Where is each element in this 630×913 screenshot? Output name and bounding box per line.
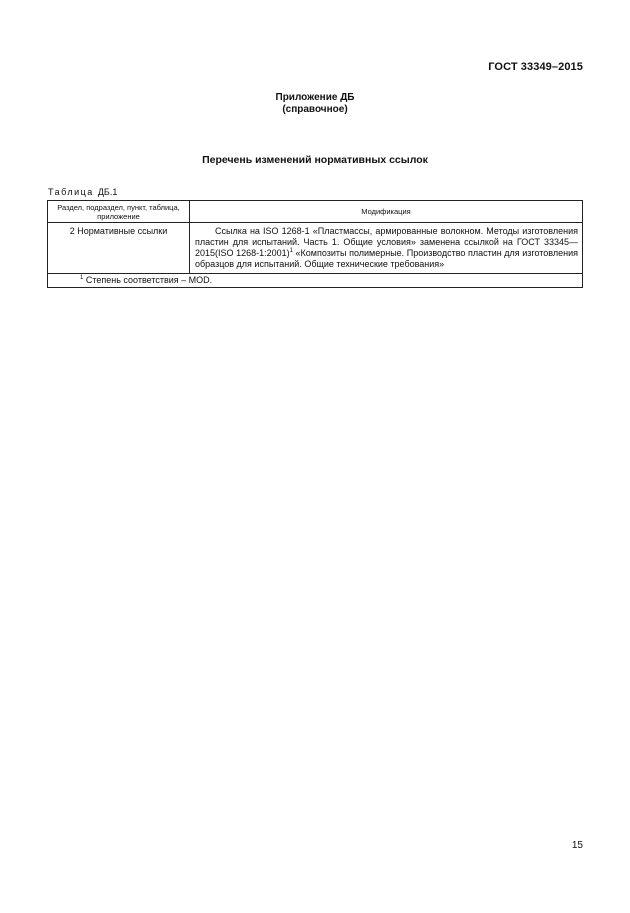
modification-text-part1: Ссылка на ISO 1268-1 «Пластмассы, армированные волокном. Методы изготовления пластин для испытаний. Часть 1. Общие условия» заменена ссылкой на ГОСТ 33345—2015(ISO 1268-1:2001): [195, 226, 578, 258]
page-number: 15: [571, 840, 583, 851]
references-table: [47, 200, 583, 288]
table-footnote-row: [48, 274, 583, 288]
section-title: Перечень изменений нормативных ссылок: [202, 154, 428, 166]
footnote-text: Степень соответствия – MOD.: [83, 275, 213, 285]
annex-subtitle: (справочное): [282, 104, 348, 115]
footnote-mark: 1: [80, 275, 84, 281]
annex-heading: [0, 92, 630, 116]
table-caption: [48, 187, 117, 197]
row-modification-cell: [190, 223, 583, 274]
footnote-cell: [48, 274, 583, 288]
document-code: ГОСТ 33349–2015: [488, 61, 583, 73]
footnote-reference: 1: [289, 248, 293, 254]
header-section-column: Раздел, подраздел, пункт, таблица, приложение: [48, 201, 190, 223]
header-modification-column: Модификация: [190, 201, 583, 223]
annex-title: Приложение ДБ: [275, 92, 355, 103]
table-header-row: [48, 201, 583, 223]
row-section-cell: 2 Нормативные ссылки: [48, 223, 190, 274]
modification-text-part2: «Композиты полимерные. Производство пластин для изготовления образцов для испытаний. Общие технические требования»: [195, 248, 578, 269]
table-caption-word: Таблица: [48, 187, 94, 197]
table-row: [48, 223, 583, 274]
table-caption-number: ДБ.1: [97, 187, 118, 197]
